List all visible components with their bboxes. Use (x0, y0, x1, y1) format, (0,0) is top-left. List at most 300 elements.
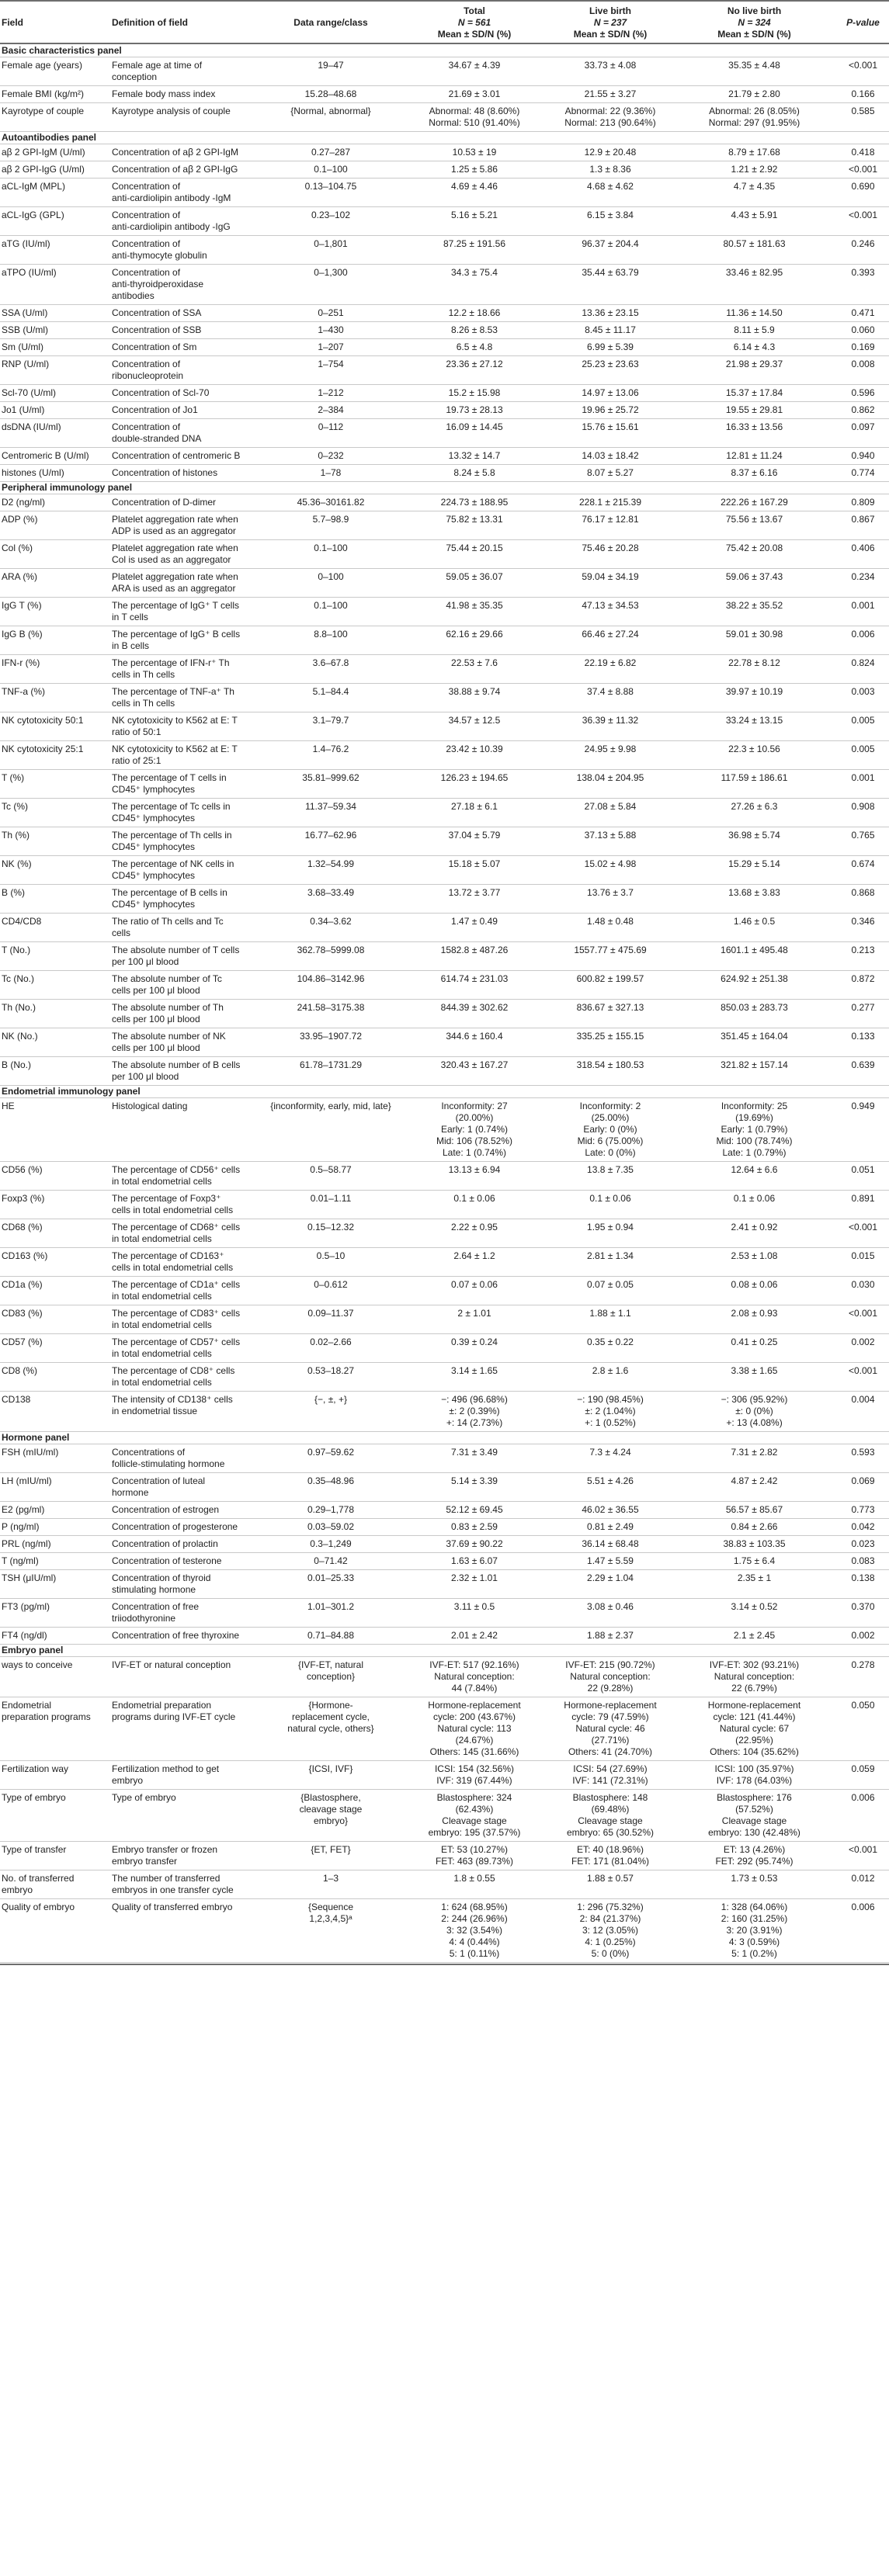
row-p-value: 0.006 (851, 629, 875, 640)
cell-line: 33.46 ± 82.95 (725, 267, 783, 278)
cell-line: 844.39 ± 302.62 (440, 1002, 509, 1013)
cell-line: cycle: 79 (47.59%) (571, 1711, 649, 1722)
row-no-live-birth (672, 1222, 837, 1233)
row-range (262, 1365, 400, 1377)
row-field (2, 887, 25, 899)
row-p-value: 0.060 (851, 324, 875, 335)
cell-line: Scl-70 (U/ml) (2, 387, 57, 398)
cell-line: 0–71.42 (314, 1555, 348, 1566)
cell-line: IVF-ET: 302 (93.21%) (709, 1659, 800, 1670)
cell-line: 1601.1 ± 495.48 (721, 945, 788, 955)
cell-line: Female age at time of (112, 60, 203, 71)
row-definition (112, 1308, 240, 1331)
row-field (2, 181, 65, 192)
cell-line: SSB (U/ml) (2, 324, 48, 335)
row-range (262, 1630, 400, 1642)
row-field (2, 1538, 51, 1550)
cell-line: B (%) (2, 887, 25, 898)
cell-line: 1: 296 (75.32%) (577, 1902, 644, 1912)
cell-line: 222.26 ± 167.29 (721, 497, 788, 508)
row-range (262, 1337, 400, 1348)
row-live-birth (549, 571, 672, 583)
row-rule (0, 1190, 889, 1191)
cell-line: Late: 1 (0.74%) (442, 1147, 507, 1158)
cell-line: 23.42 ± 10.39 (446, 744, 503, 754)
row-field (2, 1337, 43, 1348)
cell-line: NK cytotoxicity 50:1 (2, 715, 84, 726)
cell-line: 0.5–10 (316, 1250, 346, 1261)
cell-line: Kayrotype of couple (2, 106, 85, 116)
cell-line: 75.42 ± 20.08 (725, 543, 783, 553)
row-definition (112, 686, 234, 709)
row-p-value: 0.006 (851, 1902, 875, 1912)
cell-line: anti-cardiolipin antibody -IgG (112, 221, 231, 232)
cell-line: 850.03 ± 283.73 (721, 1002, 788, 1013)
row-rule (0, 999, 889, 1000)
cell-line: FT3 (pg/ml) (2, 1601, 50, 1612)
cell-line: Fertilization way (2, 1763, 69, 1774)
row-rule (0, 683, 889, 684)
cell-line: 10.53 ± 19 (452, 147, 497, 158)
row-range (262, 1101, 400, 1112)
row-no-live-birth (672, 916, 837, 927)
cell-line: 13.8 ± 7.35 (587, 1164, 634, 1175)
cell-line: 5.51 ± 4.26 (587, 1475, 634, 1486)
cell-line: The percentage of CD8⁺ cells (112, 1365, 235, 1376)
row-field (2, 467, 64, 479)
cell-line: 75.46 ± 20.28 (582, 543, 639, 553)
cell-line: 3.38 ± 1.65 (731, 1365, 778, 1376)
cell-line: stimulating hormone (112, 1584, 196, 1595)
cell-line: 15.29 ± 5.14 (728, 858, 780, 869)
row-live-birth (549, 497, 672, 508)
row-definition (112, 88, 215, 100)
row-definition (112, 181, 231, 204)
cell-line: Blastosphere: 176 (717, 1792, 792, 1803)
row-p-value: 0.872 (851, 973, 875, 984)
cell-line: preparation programs (2, 1711, 91, 1722)
cell-line: 3.6–67.8 (312, 657, 349, 668)
cell-line: programs during IVF-ET cycle (112, 1711, 236, 1722)
row-range (262, 1792, 400, 1827)
row-field (2, 1308, 43, 1319)
row-total (400, 830, 549, 841)
cell-line: Concentration of histones (112, 467, 218, 478)
row-field (2, 1002, 36, 1014)
row-rule (0, 1760, 889, 1761)
cell-line: replacement cycle, (291, 1711, 370, 1722)
cell-line: Mid: 100 (78.74%) (716, 1135, 793, 1146)
row-total (400, 801, 549, 813)
cell-line: ±: 0 (0%) (735, 1406, 773, 1416)
row-field (2, 772, 24, 784)
cell-line: 0–0.612 (314, 1279, 348, 1290)
row-definition (112, 916, 224, 939)
row-range (262, 772, 400, 784)
row-total (400, 1700, 549, 1758)
cell-line: Concentration of Scl-70 (112, 387, 210, 398)
cell-line: 25.23 ± 23.63 (582, 359, 639, 369)
cell-line: 96.37 ± 204.4 (582, 238, 639, 249)
cell-line: The percentage of B cells in (112, 887, 227, 898)
row-definition (112, 858, 234, 882)
cell-line: 0.1–100 (314, 164, 348, 175)
row-definition (112, 1279, 240, 1302)
row-p-value: 0.234 (851, 571, 875, 582)
row-total (400, 973, 549, 985)
row-live-birth (549, 181, 672, 192)
row-field (2, 359, 49, 370)
cell-line: No. of transferred (2, 1873, 75, 1884)
row-field (2, 973, 34, 985)
cell-line: 13.13 ± 6.94 (448, 1164, 501, 1175)
cell-line: 21.69 ± 3.01 (448, 88, 501, 99)
cell-line: hormone (112, 1487, 149, 1498)
row-p-value: 0.002 (851, 1630, 875, 1641)
row-range (262, 1002, 400, 1014)
cell-line: 37.69 ± 90.22 (446, 1538, 503, 1549)
row-definition (112, 600, 239, 623)
row-range (262, 715, 400, 726)
cell-line: 600.82 ± 199.57 (576, 973, 644, 984)
cell-line: ARA is used as an aggregator (112, 583, 236, 594)
row-total (400, 1538, 549, 1550)
row-rule (0, 1627, 889, 1628)
cell-line: Concentration of prolactin (112, 1538, 218, 1549)
row-range (262, 686, 400, 698)
cell-line: Concentration of Sm (112, 342, 197, 352)
cell-line: 1.88 ± 1.1 (589, 1308, 631, 1319)
cell-line: Concentration of SSA (112, 307, 202, 318)
row-definition (112, 830, 232, 853)
cell-line: 13.68 ± 3.83 (728, 887, 780, 898)
row-p-value: 0.674 (851, 858, 875, 869)
cell-line: D2 (ng/ml) (2, 497, 46, 508)
cell-line: embryos in one transfer cycle (112, 1884, 234, 1895)
cell-line: Concentration of centromeric B (112, 450, 241, 461)
row-p-value: 0.370 (851, 1601, 875, 1612)
row-p-value: 0.005 (851, 715, 875, 726)
cell-line: 39.97 ± 10.19 (725, 686, 783, 697)
cell-line: 0.02–2.66 (310, 1337, 352, 1347)
cell-line: embryo: 65 (30.52%) (566, 1827, 655, 1838)
row-range (262, 858, 400, 870)
row-live-birth (549, 1447, 672, 1458)
cell-line: Th (%) (2, 830, 30, 841)
cell-line: CD57 (%) (2, 1337, 43, 1347)
row-field (2, 1475, 52, 1487)
cell-line: The percentage of IgG⁺ T cells (112, 600, 239, 611)
row-no-live-birth (672, 600, 837, 612)
row-range (262, 1844, 400, 1856)
cell-line: 0.3–1,249 (310, 1538, 352, 1549)
cell-line: 19.55 ± 29.81 (725, 404, 783, 415)
cell-line: Concentration of D-dimer (112, 497, 217, 508)
row-no-live-birth (672, 744, 837, 755)
row-definition (112, 715, 238, 738)
row-live-birth (549, 1659, 672, 1694)
row-live-birth (549, 916, 672, 927)
cell-line: The percentage of CD1a⁺ cells (112, 1279, 241, 1290)
row-range (262, 1902, 400, 1925)
cell-line: Concentrations of (112, 1447, 186, 1458)
row-live-birth (549, 1337, 672, 1348)
row-definition (112, 359, 183, 382)
row-no-live-birth (672, 1572, 837, 1584)
cell-line: Centromeric B (U/ml) (2, 450, 89, 461)
cell-line: 2 ± 1.01 (457, 1308, 491, 1319)
cell-line: Concentration of estrogen (112, 1504, 220, 1515)
cell-line: 12.81 ± 11.24 (726, 450, 783, 461)
panel-title: Endometrial immunology panel (2, 1086, 141, 1097)
row-total (400, 600, 549, 612)
panel-title: Basic characteristics panel (2, 45, 122, 56)
cell-line: Late: 0 (0%) (585, 1147, 636, 1158)
row-definition (112, 324, 201, 336)
row-rule (0, 970, 889, 971)
cell-line: cells in Th cells (112, 698, 175, 709)
row-range (262, 1700, 400, 1735)
cell-line: 2.32 ± 1.01 (451, 1572, 498, 1583)
row-rule (0, 798, 889, 799)
cell-line: 224.73 ± 188.95 (440, 497, 509, 508)
cell-line: 8.24 ± 5.8 (453, 467, 495, 478)
row-total (400, 1193, 549, 1205)
cell-line: 16.09 ± 14.45 (446, 421, 503, 432)
cell-line: per 100 μl blood (112, 1071, 179, 1082)
cell-line: 27.18 ± 6.1 (451, 801, 498, 812)
row-range (262, 88, 400, 100)
row-live-birth (549, 514, 672, 525)
row-no-live-birth (672, 858, 837, 870)
row-live-birth (549, 1164, 672, 1176)
cell-line: 0.27–287 (311, 147, 351, 158)
cell-line: aCL-IgG (GPL) (2, 210, 64, 220)
cell-line: IVF-ET or natural conception (112, 1659, 231, 1670)
cell-line: 3.14 ± 0.52 (731, 1601, 778, 1612)
row-total (400, 1630, 549, 1642)
row-live-birth (549, 1601, 672, 1613)
cell-line: FET: 171 (81.04%) (571, 1856, 650, 1867)
cell-line: Kayrotype analysis of couple (112, 106, 231, 116)
row-p-value: 0.059 (851, 1763, 875, 1774)
row-total (400, 387, 549, 399)
row-total (400, 106, 549, 129)
cell-line: 1.47 ± 5.59 (587, 1555, 634, 1566)
cell-line: 318.54 ± 180.53 (576, 1059, 644, 1070)
row-no-live-birth (672, 945, 837, 956)
row-field (2, 1763, 68, 1775)
cell-line: {Normal, abnormal} (290, 106, 371, 116)
cell-line: in total endometrial cells (112, 1291, 212, 1302)
cell-line: CD45⁺ lymphocytes (112, 870, 196, 881)
row-no-live-birth (672, 404, 837, 416)
cell-line: ±: 2 (0.39%) (449, 1406, 500, 1416)
row-field (2, 421, 61, 433)
cell-line: per 100 μl blood (112, 956, 179, 967)
cell-line: 13.32 ± 14.7 (448, 450, 501, 461)
row-field (2, 1873, 74, 1896)
cell-line: Natural conception: (714, 1671, 795, 1682)
cell-line: The number of transferred (112, 1873, 221, 1884)
row-range (262, 267, 400, 279)
cell-line: 37.04 ± 5.79 (448, 830, 501, 841)
cell-line: ways to conceive (2, 1659, 73, 1670)
cell-line: ARA (%) (2, 571, 38, 582)
row-p-value: 0.891 (851, 1193, 875, 1204)
row-live-birth (549, 1308, 672, 1319)
row-range (262, 571, 400, 583)
cell-line: ICSI: 54 (27.69%) (573, 1763, 648, 1774)
cell-line: 15.28–48.68 (304, 88, 357, 99)
row-definition (112, 1873, 234, 1896)
cell-line: ratio of 50:1 (112, 726, 161, 737)
cell-line: 3: 20 (3.91%) (726, 1925, 783, 1936)
row-field (2, 830, 30, 841)
cell-line: The percentage of Tc cells in (112, 801, 231, 812)
row-total (400, 307, 549, 319)
row-no-live-birth (672, 1447, 837, 1458)
row-rule (0, 321, 889, 322)
cell-line: Cleavage stage (442, 1815, 507, 1826)
cell-line: 2.64 ± 1.2 (453, 1250, 495, 1261)
row-definition (112, 973, 222, 997)
cell-line: cycle: 121 (41.44%) (713, 1711, 796, 1722)
row-range (262, 1572, 400, 1584)
row-total (400, 1659, 549, 1694)
cell-line: 61.78–1731.29 (299, 1059, 363, 1070)
cell-line: CD1a (%) (2, 1279, 43, 1290)
cell-line: 1: 624 (68.95%) (441, 1902, 508, 1912)
cell-line: 1.48 ± 0.48 (587, 916, 634, 927)
cell-line: 1.3 ± 8.36 (589, 164, 631, 175)
cell-line: Natural cycle: 113 (437, 1723, 512, 1734)
cell-line: 1.32–54.99 (307, 858, 355, 869)
row-rule (0, 1598, 889, 1599)
row-total (400, 945, 549, 956)
row-no-live-birth (672, 267, 837, 279)
row-live-birth (549, 973, 672, 985)
cell-line: Others: 41 (24.70%) (568, 1746, 653, 1757)
cell-line: follicle-stimulating hormone (112, 1458, 225, 1469)
cell-line: Concentration of (112, 238, 181, 249)
cell-line: FT4 (ng/dl) (2, 1630, 47, 1641)
row-no-live-birth (672, 359, 837, 370)
row-range (262, 147, 400, 158)
cell-line: 0.13–104.75 (304, 181, 357, 192)
row-definition (112, 1031, 226, 1054)
cell-line: Mid: 106 (78.52%) (436, 1135, 513, 1146)
cell-line: TNF-a (%) (2, 686, 45, 697)
cell-line: 624.92 ± 251.38 (721, 973, 788, 984)
row-total (400, 1504, 549, 1516)
row-live-birth (549, 600, 672, 612)
row-no-live-birth (672, 543, 837, 554)
cell-line: 2.8 ± 1.6 (592, 1365, 629, 1376)
cell-line: dsDNA (IU/ml) (2, 421, 61, 432)
cell-line: 4: 3 (0.59%) (728, 1936, 780, 1947)
row-field (2, 1504, 44, 1516)
row-range (262, 744, 400, 755)
row-range (262, 629, 400, 640)
cell-line: 6.99 ± 5.39 (587, 342, 634, 352)
row-definition (112, 467, 217, 479)
cell-line: The absolute number of Tc (112, 973, 222, 984)
row-total (400, 887, 549, 899)
cell-line: 1.75 ± 6.4 (733, 1555, 776, 1566)
row-rule (0, 1056, 889, 1057)
row-field (2, 497, 45, 508)
cell-line: 6.5 ± 4.8 (456, 342, 493, 352)
cell-line: Natural conception: (434, 1671, 515, 1682)
row-range (262, 887, 400, 899)
row-rule (0, 235, 889, 236)
row-range (262, 916, 400, 927)
cell-line: 27.08 ± 5.84 (584, 801, 637, 812)
row-no-live-birth (672, 387, 837, 399)
cell-line: IgG B (%) (2, 629, 43, 640)
cell-line: FSH (mIU/ml) (2, 1447, 59, 1458)
row-total (400, 1059, 549, 1071)
cell-line: (20.00%) (455, 1112, 494, 1123)
row-field (2, 916, 41, 927)
row-field (2, 1447, 58, 1458)
cell-line: 62.16 ± 29.66 (446, 629, 503, 640)
cell-line: 0.1 ± 0.06 (733, 1193, 776, 1204)
cell-line: ET: 13 (4.26%) (723, 1844, 786, 1855)
row-no-live-birth (672, 686, 837, 698)
row-rule (0, 1247, 889, 1248)
cell-line: 3.08 ± 0.46 (587, 1601, 634, 1612)
cell-line: in endometrial tissue (112, 1406, 198, 1416)
row-field (2, 657, 40, 669)
row-p-value: 0.277 (851, 1002, 875, 1013)
cell-line: 75.44 ± 20.15 (446, 543, 503, 553)
cell-line: ET: 40 (18.96%) (576, 1844, 644, 1855)
row-p-value: 0.639 (851, 1059, 875, 1070)
row-p-value: 0.006 (851, 1792, 875, 1803)
cell-line: embryo} (313, 1815, 349, 1826)
cell-line: Endometrial (2, 1700, 52, 1711)
row-total (400, 210, 549, 221)
row-rule (0, 384, 889, 385)
cell-line: 0.1 ± 0.06 (453, 1193, 495, 1204)
row-definition (112, 801, 231, 824)
cell-line: 1–3 (322, 1873, 339, 1884)
row-no-live-birth (672, 1538, 837, 1550)
cell-line: IVF: 319 (67.44%) (436, 1775, 512, 1786)
row-field (2, 88, 84, 100)
row-no-live-birth (672, 1394, 837, 1429)
cell-line: 1.73 ± 0.53 (731, 1873, 778, 1884)
row-total (400, 1873, 549, 1884)
row-no-live-birth (672, 1059, 837, 1071)
row-range (262, 1394, 400, 1406)
row-range (262, 238, 400, 250)
row-no-live-birth (672, 1101, 837, 1159)
cell-line: 2.41 ± 0.92 (731, 1222, 778, 1233)
cell-line: Normal: 213 (90.64%) (564, 117, 656, 128)
row-total (400, 1279, 549, 1291)
row-live-birth (549, 1538, 672, 1550)
cell-line: anti-thymocyte globulin (112, 250, 207, 261)
cell-line: 1.63 ± 6.07 (451, 1555, 498, 1566)
cell-line: 22.19 ± 6.82 (584, 657, 637, 668)
row-total (400, 1101, 549, 1159)
row-total (400, 1601, 549, 1613)
row-live-birth (549, 1630, 672, 1642)
row-no-live-birth (672, 1902, 837, 1960)
